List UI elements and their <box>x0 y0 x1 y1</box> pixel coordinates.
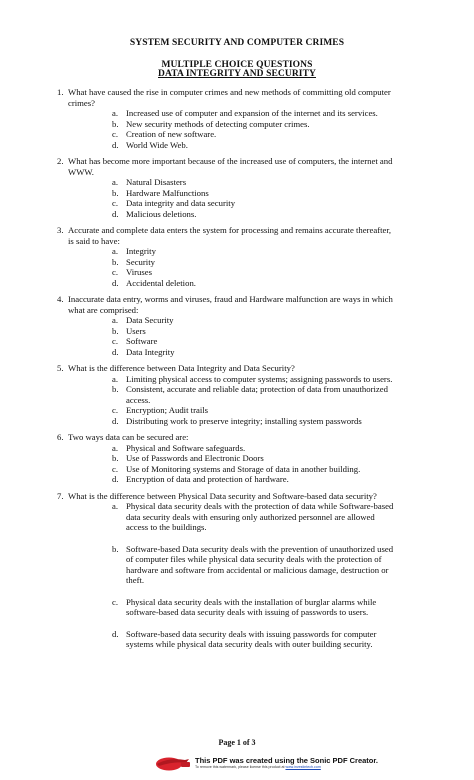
option-letter: c. <box>112 405 119 415</box>
option-text: Physical and Software safeguards. <box>126 442 246 453</box>
answer-option <box>112 315 398 326</box>
option-letter: c. <box>112 463 119 474</box>
option-text: Encryption; Audit trails <box>126 405 209 415</box>
answer-option <box>112 629 398 650</box>
option-text: Users <box>126 325 146 336</box>
option-text: Creation of new software. <box>126 129 217 139</box>
answer-options <box>68 177 398 219</box>
question-number: 5. <box>57 363 64 373</box>
answer-option <box>112 198 398 209</box>
answer-option <box>112 374 398 385</box>
answer-option <box>112 326 398 337</box>
question-number: 6. <box>57 432 64 442</box>
answer-option <box>112 336 398 347</box>
answer-option <box>112 209 398 220</box>
option-letter: a. <box>112 501 119 511</box>
option-letter: b. <box>112 384 119 394</box>
option-text: Physical data security deals with the installation of burglar alarms while software-based data security deals with issuing of passwords to users. <box>126 596 377 617</box>
answer-options <box>68 108 398 150</box>
question-item <box>57 490 398 650</box>
watermark-license-text <box>195 765 378 770</box>
question-item <box>57 156 398 219</box>
answer-option <box>112 119 398 130</box>
answer-option <box>112 108 398 119</box>
option-text: Integrity <box>126 246 156 256</box>
section-title: DATA INTEGRITY AND SECURITY <box>158 69 316 79</box>
answer-option <box>112 278 398 289</box>
option-text: New security methods of detecting computer crimes. <box>126 118 310 129</box>
answer-option <box>112 246 398 257</box>
option-letter: c. <box>112 198 119 208</box>
answer-option <box>112 501 398 533</box>
option-text: Distributing work to preserve integrity; installing system passwords <box>126 415 362 426</box>
option-letter: a. <box>112 177 119 187</box>
option-text: Consistent, accurate and reliable data; protection of data from unauthorized access. <box>126 384 388 405</box>
question-number: 3. <box>57 225 64 235</box>
answer-options <box>68 443 398 485</box>
license-link[interactable]: www.investintech.com <box>285 765 321 769</box>
option-letter: d. <box>112 415 119 426</box>
answer-option <box>112 177 398 188</box>
question-number: 2. <box>57 156 64 166</box>
question-number: 7. <box>57 490 64 501</box>
page-number: Page 1 of 3 <box>218 738 256 747</box>
option-letter: a. <box>112 373 119 384</box>
option-letter: d. <box>112 277 119 288</box>
answer-option <box>112 597 398 618</box>
question-text: Two ways data can be secured are: <box>68 432 189 442</box>
option-letter: a. <box>112 442 119 453</box>
option-letter: d. <box>112 628 119 639</box>
option-text: Software-based data security deals with issuing passwords for computer systems while physical data security deals with outer building security. <box>126 628 377 649</box>
option-letter: a. <box>112 108 119 118</box>
option-letter: c. <box>112 267 119 277</box>
option-text: Use of Monitoring systems and Storage of data in another building. <box>126 463 361 474</box>
question-number: 4. <box>57 294 64 304</box>
question-text: Accurate and complete data enters the system for processing and remains accurate thereafter, is said to have: <box>68 225 392 246</box>
option-text: Data Integrity <box>126 346 175 357</box>
answer-option <box>112 443 398 454</box>
question-list <box>57 87 398 656</box>
answer-option <box>112 129 398 140</box>
answer-option <box>112 544 398 586</box>
option-text: Malicious deletions. <box>126 208 197 219</box>
sonic-pdf-logo-icon <box>155 755 191 772</box>
document-subtitle: MULTIPLE CHOICE QUESTIONS <box>161 60 313 70</box>
question-item <box>57 87 398 150</box>
question-item <box>57 294 398 357</box>
option-text: Accidental deletion. <box>126 277 196 288</box>
answer-option <box>112 188 398 199</box>
question-text: Inaccurate data entry, worms and viruses, fraud and Hardware malfunction are ways in which what are comprised: <box>68 294 393 315</box>
answer-options <box>68 315 398 357</box>
option-text: Use of Passwords and Electronic Doors <box>126 453 264 463</box>
option-text: Security <box>126 256 155 267</box>
option-text: Limiting physical access to computer systems; assigning passwords to users. <box>126 373 393 384</box>
answer-option <box>112 384 398 405</box>
option-text: Software-based Data security deals with the prevention of unauthorized used of computer files while physical data security deals with the protection of hardware and software from accidental or malicious damage, destruction or theft. <box>126 543 394 585</box>
option-letter: b. <box>112 543 119 554</box>
option-letter: a. <box>112 246 119 256</box>
watermark-text: This PDF was created using the Sonic PDF Creator. <box>195 756 378 765</box>
option-letter: b. <box>112 256 119 267</box>
option-letter: d. <box>112 474 119 484</box>
answer-option <box>112 416 398 427</box>
answer-option <box>112 257 398 268</box>
option-text: Data Security <box>126 315 174 325</box>
option-letter: a. <box>112 315 119 325</box>
option-letter: d. <box>112 139 119 150</box>
question-number: 1. <box>57 87 64 97</box>
document-title: SYSTEM SECURITY AND COMPUTER CRIMES <box>129 38 345 48</box>
option-text: Increased use of computer and expansion of the internet and its services. <box>126 108 378 118</box>
option-text: Viruses <box>126 267 153 277</box>
answer-option <box>112 140 398 151</box>
answer-option <box>112 453 398 464</box>
answer-option <box>112 347 398 358</box>
question-item <box>57 432 398 485</box>
option-text: World Wide Web. <box>126 139 188 150</box>
option-letter: d. <box>112 208 119 219</box>
answer-options <box>68 374 398 427</box>
answer-option <box>112 474 398 485</box>
option-letter: d. <box>112 346 119 357</box>
license-note: To remove this watermark, please license this product at <box>195 765 285 769</box>
option-letter: c. <box>112 596 119 607</box>
option-letter: c. <box>112 129 119 139</box>
answer-options <box>68 246 398 288</box>
option-text: Hardware Malfunctions <box>126 187 209 198</box>
answer-option <box>112 464 398 475</box>
question-text: What is the difference between Data Integrity and Data Security? <box>68 363 295 373</box>
question-item <box>57 225 398 288</box>
answer-option <box>112 267 398 278</box>
question-item <box>57 363 398 426</box>
option-text: Natural Disasters <box>126 177 187 187</box>
option-letter: b. <box>112 325 119 336</box>
watermark-banner <box>155 752 378 774</box>
answer-options <box>68 501 398 650</box>
option-text: Physical data security deals with the protection of data while Software-based data security deals with ensuring only authorized personnel are allowed access to the buildings. <box>126 501 394 532</box>
option-text: Software <box>126 336 158 346</box>
option-text: Encryption of data and protection of hardware. <box>126 474 289 484</box>
question-text: What has become more important because of the increased use of computers, the internet and WWW. <box>68 156 393 177</box>
question-text: What have caused the rise in computer crimes and new methods of committing old computer crimes? <box>68 87 391 108</box>
question-text: What is the difference between Physical Data security and Software-based data security? <box>68 490 377 501</box>
answer-option <box>112 405 398 416</box>
option-letter: b. <box>112 453 119 463</box>
option-letter: b. <box>112 118 119 129</box>
option-letter: c. <box>112 336 119 346</box>
option-text: Data integrity and data security <box>126 198 236 208</box>
option-letter: b. <box>112 187 119 198</box>
